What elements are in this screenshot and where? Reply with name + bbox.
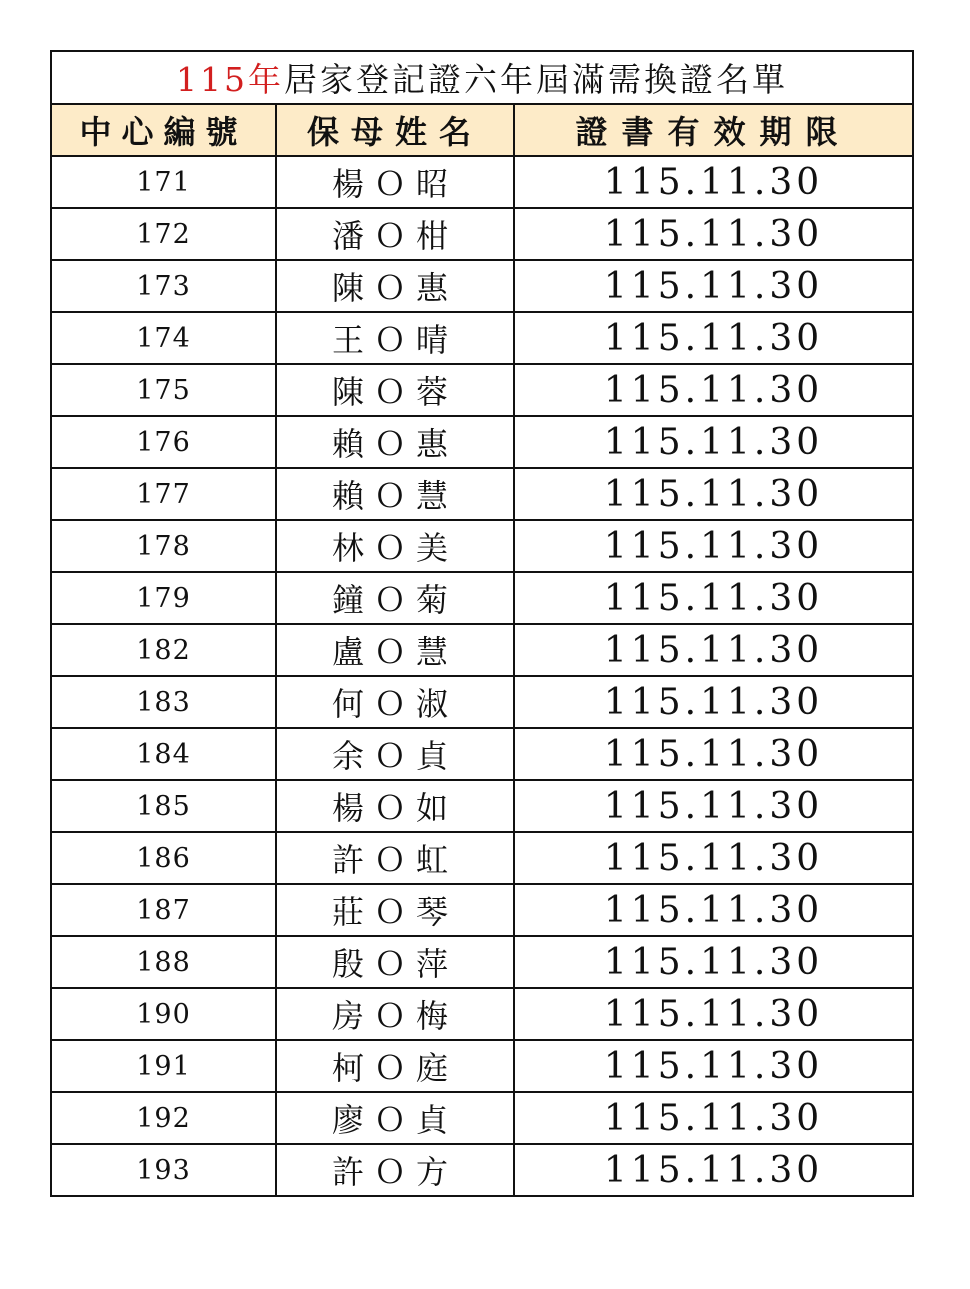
cell-caregiver-name: 許Ｏ虹 bbox=[276, 832, 514, 884]
cell-caregiver-name: 房Ｏ梅 bbox=[276, 988, 514, 1040]
cell-caregiver-name: 陳Ｏ蓉 bbox=[276, 364, 514, 416]
cell-center-id: 174 bbox=[51, 312, 276, 364]
cell-expiry-date: 115.11.30 bbox=[514, 468, 913, 520]
title-year: 115年 bbox=[176, 60, 285, 99]
table-row bbox=[51, 988, 913, 1040]
cell-center-id: 176 bbox=[51, 416, 276, 468]
table-title-row bbox=[51, 51, 913, 104]
cell-center-id: 178 bbox=[51, 520, 276, 572]
cell-expiry-date: 115.11.30 bbox=[514, 572, 913, 624]
cell-expiry-date: 115.11.30 bbox=[514, 364, 913, 416]
table-row bbox=[51, 260, 913, 312]
cell-expiry-date: 115.11.30 bbox=[514, 208, 913, 260]
table-row bbox=[51, 1144, 913, 1196]
table-row bbox=[51, 572, 913, 624]
column-header-certificate-expiry: 證書有效期限 bbox=[514, 104, 913, 156]
cell-caregiver-name: 陳Ｏ惠 bbox=[276, 260, 514, 312]
table-row bbox=[51, 156, 913, 208]
cell-expiry-date: 115.11.30 bbox=[514, 520, 913, 572]
cell-caregiver-name: 莊Ｏ琴 bbox=[276, 884, 514, 936]
table-row bbox=[51, 676, 913, 728]
table-row bbox=[51, 936, 913, 988]
cell-center-id: 173 bbox=[51, 260, 276, 312]
cell-caregiver-name: 殷Ｏ萍 bbox=[276, 936, 514, 988]
cell-expiry-date: 115.11.30 bbox=[514, 1144, 913, 1196]
cell-center-id: 192 bbox=[51, 1092, 276, 1144]
table-row bbox=[51, 520, 913, 572]
cell-expiry-date: 115.11.30 bbox=[514, 832, 913, 884]
column-header-center-id: 中心編號 bbox=[51, 104, 276, 156]
cell-caregiver-name: 賴Ｏ慧 bbox=[276, 468, 514, 520]
table-row bbox=[51, 1092, 913, 1144]
cell-expiry-date: 115.11.30 bbox=[514, 416, 913, 468]
cell-center-id: 185 bbox=[51, 780, 276, 832]
cell-caregiver-name: 許Ｏ方 bbox=[276, 1144, 514, 1196]
cell-caregiver-name: 余Ｏ貞 bbox=[276, 728, 514, 780]
cell-center-id: 187 bbox=[51, 884, 276, 936]
cell-caregiver-name: 柯Ｏ庭 bbox=[276, 1040, 514, 1092]
cell-expiry-date: 115.11.30 bbox=[514, 988, 913, 1040]
cell-expiry-date: 115.11.30 bbox=[514, 728, 913, 780]
table-row bbox=[51, 1040, 913, 1092]
table-row bbox=[51, 884, 913, 936]
cell-expiry-date: 115.11.30 bbox=[514, 676, 913, 728]
table-row bbox=[51, 728, 913, 780]
cell-expiry-date: 115.11.30 bbox=[514, 624, 913, 676]
cell-expiry-date: 115.11.30 bbox=[514, 1040, 913, 1092]
cell-center-id: 183 bbox=[51, 676, 276, 728]
cell-expiry-date: 115.11.30 bbox=[514, 260, 913, 312]
cell-caregiver-name: 潘Ｏ柑 bbox=[276, 208, 514, 260]
table-body bbox=[51, 156, 913, 1196]
cell-expiry-date: 115.11.30 bbox=[514, 312, 913, 364]
cell-center-id: 188 bbox=[51, 936, 276, 988]
cell-expiry-date: 115.11.30 bbox=[514, 156, 913, 208]
cell-center-id: 171 bbox=[51, 156, 276, 208]
cell-center-id: 177 bbox=[51, 468, 276, 520]
cell-caregiver-name: 鐘Ｏ菊 bbox=[276, 572, 514, 624]
cell-caregiver-name: 楊Ｏ昭 bbox=[276, 156, 514, 208]
cell-caregiver-name: 何Ｏ淑 bbox=[276, 676, 514, 728]
cell-caregiver-name: 王Ｏ晴 bbox=[276, 312, 514, 364]
cell-expiry-date: 115.11.30 bbox=[514, 780, 913, 832]
cell-center-id: 175 bbox=[51, 364, 276, 416]
cell-center-id: 172 bbox=[51, 208, 276, 260]
cell-center-id: 179 bbox=[51, 572, 276, 624]
cell-center-id: 191 bbox=[51, 1040, 276, 1092]
table-row bbox=[51, 780, 913, 832]
table-row bbox=[51, 624, 913, 676]
caregiver-renewal-table bbox=[50, 50, 914, 1197]
cell-caregiver-name: 林Ｏ美 bbox=[276, 520, 514, 572]
cell-expiry-date: 115.11.30 bbox=[514, 1092, 913, 1144]
table-row bbox=[51, 364, 913, 416]
table-title bbox=[51, 51, 913, 104]
cell-caregiver-name: 廖Ｏ貞 bbox=[276, 1092, 514, 1144]
table-row bbox=[51, 468, 913, 520]
cell-caregiver-name: 盧Ｏ慧 bbox=[276, 624, 514, 676]
cell-center-id: 182 bbox=[51, 624, 276, 676]
column-header-row bbox=[51, 104, 913, 156]
cell-expiry-date: 115.11.30 bbox=[514, 884, 913, 936]
cell-caregiver-name: 賴Ｏ惠 bbox=[276, 416, 514, 468]
cell-caregiver-name: 楊Ｏ如 bbox=[276, 780, 514, 832]
cell-expiry-date: 115.11.30 bbox=[514, 936, 913, 988]
cell-center-id: 186 bbox=[51, 832, 276, 884]
table-row bbox=[51, 312, 913, 364]
column-header-caregiver-name: 保母姓名 bbox=[276, 104, 514, 156]
table-row bbox=[51, 208, 913, 260]
cell-center-id: 184 bbox=[51, 728, 276, 780]
roster-sheet bbox=[50, 50, 912, 1197]
table-row bbox=[51, 416, 913, 468]
cell-center-id: 193 bbox=[51, 1144, 276, 1196]
title-text: 居家登記證六年屆滿需換證名單 bbox=[284, 60, 789, 99]
cell-center-id: 190 bbox=[51, 988, 276, 1040]
table-row bbox=[51, 832, 913, 884]
